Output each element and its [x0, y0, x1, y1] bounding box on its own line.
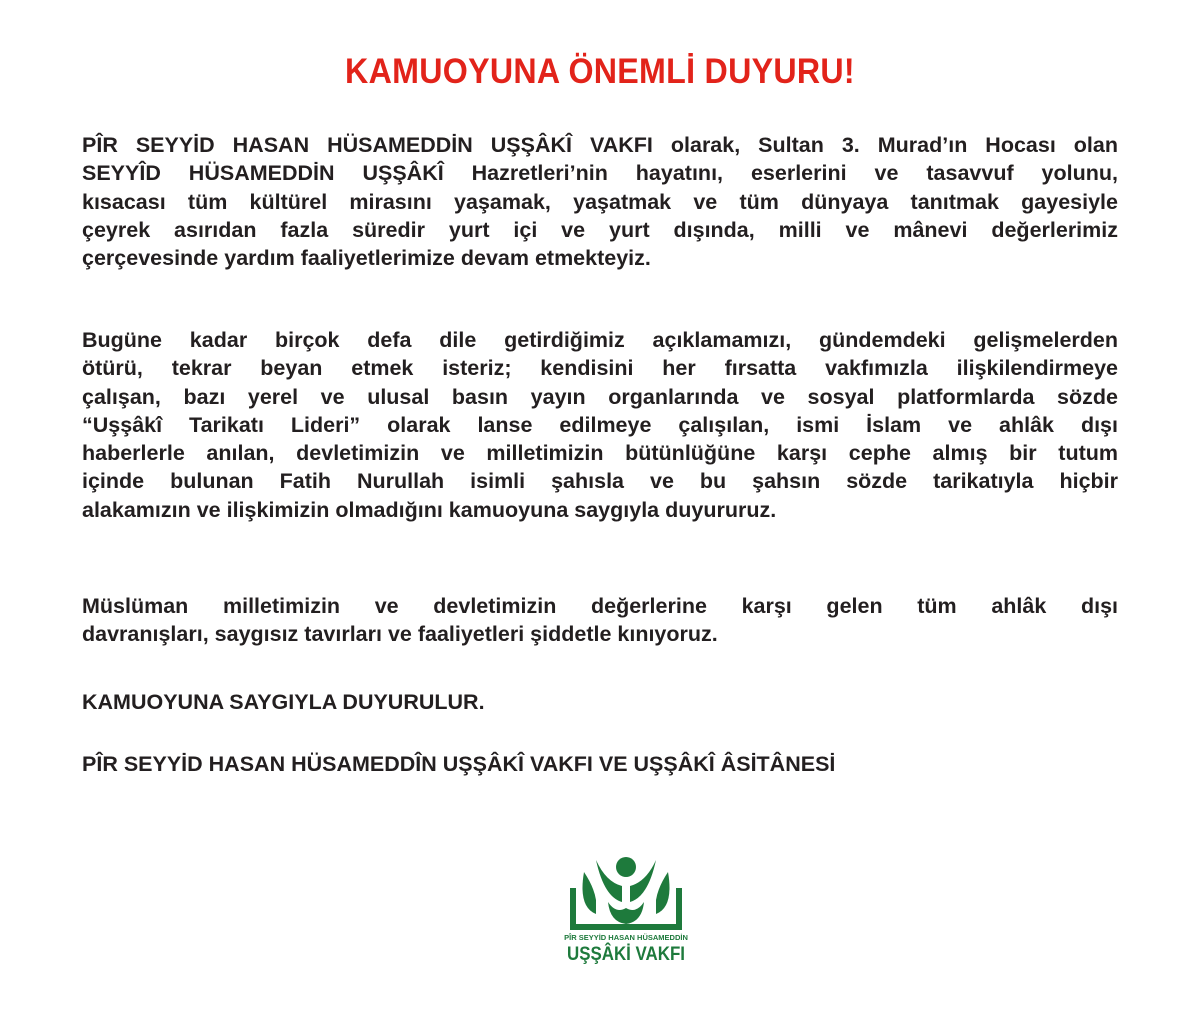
paragraph-line: içinde bulunan Fatih Nurullah isimli şahısla ve bu şahsın sözde tarikatıyla hiçbir: [82, 469, 1118, 494]
logo-emblem-icon: [556, 852, 696, 967]
paragraph-line: çeyrek asırıdan fazla süredir yurt içi ve yurt dışında, milli ve mânevi değerlerimiz: [82, 217, 1118, 242]
paragraph-line: davranışları, saygısız tavırları ve faaliyetleri şiddetle kınıyoruz.: [82, 622, 718, 647]
paragraph-line: alakamızın ve ilişkimizin olmadığını kamuoyuna saygıyla duyururuz.: [82, 497, 777, 522]
page-title: KAMUOYUNA ÖNEMLİ DUYURU!: [345, 52, 855, 91]
paragraph-line: çerçevesinde yardım faaliyetlerimize devam etmekteyiz.: [82, 246, 651, 271]
foundation-logo: [556, 852, 696, 967]
paragraph-line: çalışan, bazı yerel ve ulusal basın yayın organlarında ve sosyal platformlarda sözde: [82, 384, 1118, 409]
svg-text:UŞŞÂKİ VAKFI: UŞŞÂKİ VAKFI: [567, 944, 696, 965]
closing-line: KAMUOYUNA SAYGIYLA DUYURULUR.: [82, 690, 485, 714]
paragraph-condemnation: [82, 592, 1118, 649]
paragraph-line: haberlerle anılan, devletimizin ve milletimizin bütünlüğüne karşı cephe almış bir tutum: [82, 441, 1118, 466]
paragraph-statement: [82, 326, 1118, 524]
paragraph-line: PÎR SEYYİD HASAN HÜSAMEDDİN UŞŞÂKÎ VAKFI olarak, Sultan 3. Murad’ın Hocası olan: [82, 133, 1118, 157]
paragraph-line: “Uşşâkî Tarikatı Lideri” olarak lanse edilmeye çalışılan, ismi İslam ve ahlâk dışı: [82, 412, 1118, 437]
paragraph-line: SEYYÎD HÜSAMEDDİN UŞŞÂKÎ Hazretleri’nin hayatını, eserlerini ve tasavvuf yolunu,: [82, 161, 1118, 186]
paragraph-line: kısacası tüm kültürel mirasını yaşamak, yaşatmak ve tüm dünyaya tanıtmak gayesiyle: [82, 189, 1118, 214]
signature: PÎR SEYYİD HASAN HÜSAMEDDÎN UŞŞÂKÎ VAKFI VE UŞŞÂKÎ ÂSİTÂNESİ: [82, 752, 836, 776]
svg-text:PÎR SEYYİD HASAN HÜSAMEDDİN: PÎR SEYYİD HASAN HÜSAMEDDİN: [564, 933, 688, 942]
paragraph-intro: [82, 131, 1118, 272]
paragraph-line: Müslüman milletimizin ve devletimizin değerlerine karşı gelen tüm ahlâk dışı: [82, 594, 1118, 618]
paragraph-line: Bugüne kadar birçok defa dile getirdiğimiz açıklamamızı, gündemdeki gelişmelerden: [82, 328, 1118, 352]
paragraph-line: ötürü, tekrar beyan etmek isteriz; kendisini her fırsatta vakfımızla ilişkilendirmeye: [82, 356, 1118, 381]
